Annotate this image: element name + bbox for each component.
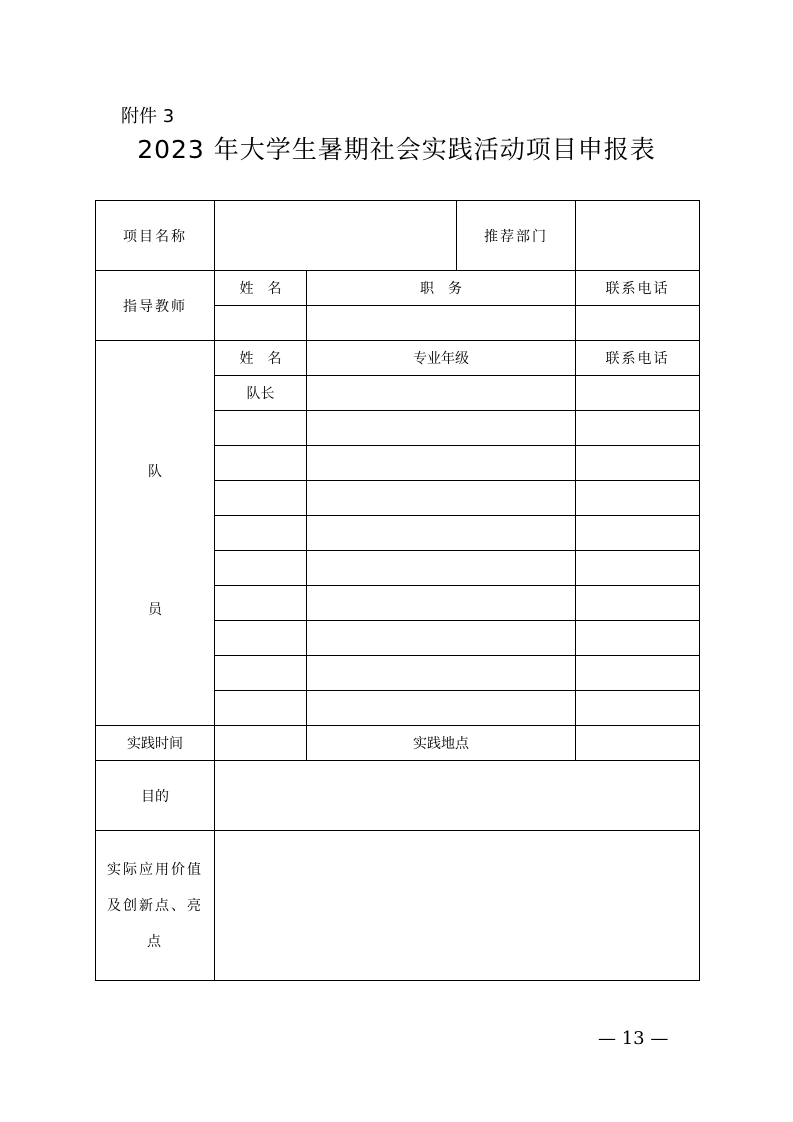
member-major-field[interactable] [307, 446, 576, 481]
advisor-phone-field[interactable] [576, 306, 700, 341]
member-major-field[interactable] [307, 621, 576, 656]
captain-phone-field[interactable] [576, 376, 700, 411]
member-name-field[interactable] [215, 621, 307, 656]
member-name-field[interactable] [215, 656, 307, 691]
practice-location-label: 实践地点 [307, 726, 576, 761]
department-label: 推荐部门 [457, 201, 576, 271]
member-name-field[interactable] [215, 691, 307, 726]
advisor-name-field[interactable] [215, 306, 307, 341]
member-major-field[interactable] [307, 411, 576, 446]
purpose-field[interactable] [215, 761, 700, 831]
member-phone-field[interactable] [576, 411, 700, 446]
captain-label: 队长 [215, 376, 307, 411]
advisor-name-header: 姓 名 [215, 271, 307, 306]
project-name-label: 项目名称 [96, 201, 215, 271]
member-phone-header: 联系电话 [576, 341, 700, 376]
advisor-phone-header: 联系电话 [576, 271, 700, 306]
application-form-table [95, 200, 700, 981]
member-phone-field[interactable] [576, 551, 700, 586]
page-number: — 13 — [598, 1028, 669, 1049]
member-phone-field[interactable] [576, 516, 700, 551]
member-phone-field[interactable] [576, 446, 700, 481]
member-name-field[interactable] [215, 551, 307, 586]
department-field[interactable] [576, 201, 700, 271]
attachment-label: 附件 3 [121, 106, 175, 127]
advisor-position-header: 职 务 [307, 271, 576, 306]
member-phone-field[interactable] [576, 691, 700, 726]
advisor-label: 指导教师 [96, 271, 215, 341]
practice-time-label: 实践时间 [96, 726, 215, 761]
member-phone-field[interactable] [576, 481, 700, 516]
purpose-label: 目的 [96, 761, 215, 831]
project-name-field[interactable] [215, 201, 457, 271]
member-name-field[interactable] [215, 586, 307, 621]
member-name-field[interactable] [215, 411, 307, 446]
member-name-field[interactable] [215, 516, 307, 551]
practice-time-field[interactable] [215, 726, 307, 761]
member-major-header: 专业年级 [307, 341, 576, 376]
page-title: 2023 年大学生暑期社会实践活动项目申报表 [137, 135, 656, 164]
member-major-field[interactable] [307, 516, 576, 551]
practice-location-field[interactable] [576, 726, 700, 761]
member-phone-field[interactable] [576, 656, 700, 691]
value-innovation-label [96, 831, 215, 981]
member-major-field[interactable] [307, 691, 576, 726]
member-name-field[interactable] [215, 446, 307, 481]
member-major-field[interactable] [307, 656, 576, 691]
advisor-position-field[interactable] [307, 306, 576, 341]
member-major-field[interactable] [307, 586, 576, 621]
member-phone-field[interactable] [576, 586, 700, 621]
member-name-field[interactable] [215, 481, 307, 516]
team-label-bottom: 员 [148, 602, 162, 618]
value-innovation-text: 实际应用价值及创新点、亮点 [107, 861, 203, 950]
member-name-header: 姓 名 [215, 341, 307, 376]
team-members-label [96, 341, 215, 726]
captain-major-field[interactable] [307, 376, 576, 411]
member-major-field[interactable] [307, 551, 576, 586]
team-label-top: 队 [148, 464, 162, 480]
member-phone-field[interactable] [576, 621, 700, 656]
value-innovation-field[interactable] [215, 831, 700, 981]
member-major-field[interactable] [307, 481, 576, 516]
